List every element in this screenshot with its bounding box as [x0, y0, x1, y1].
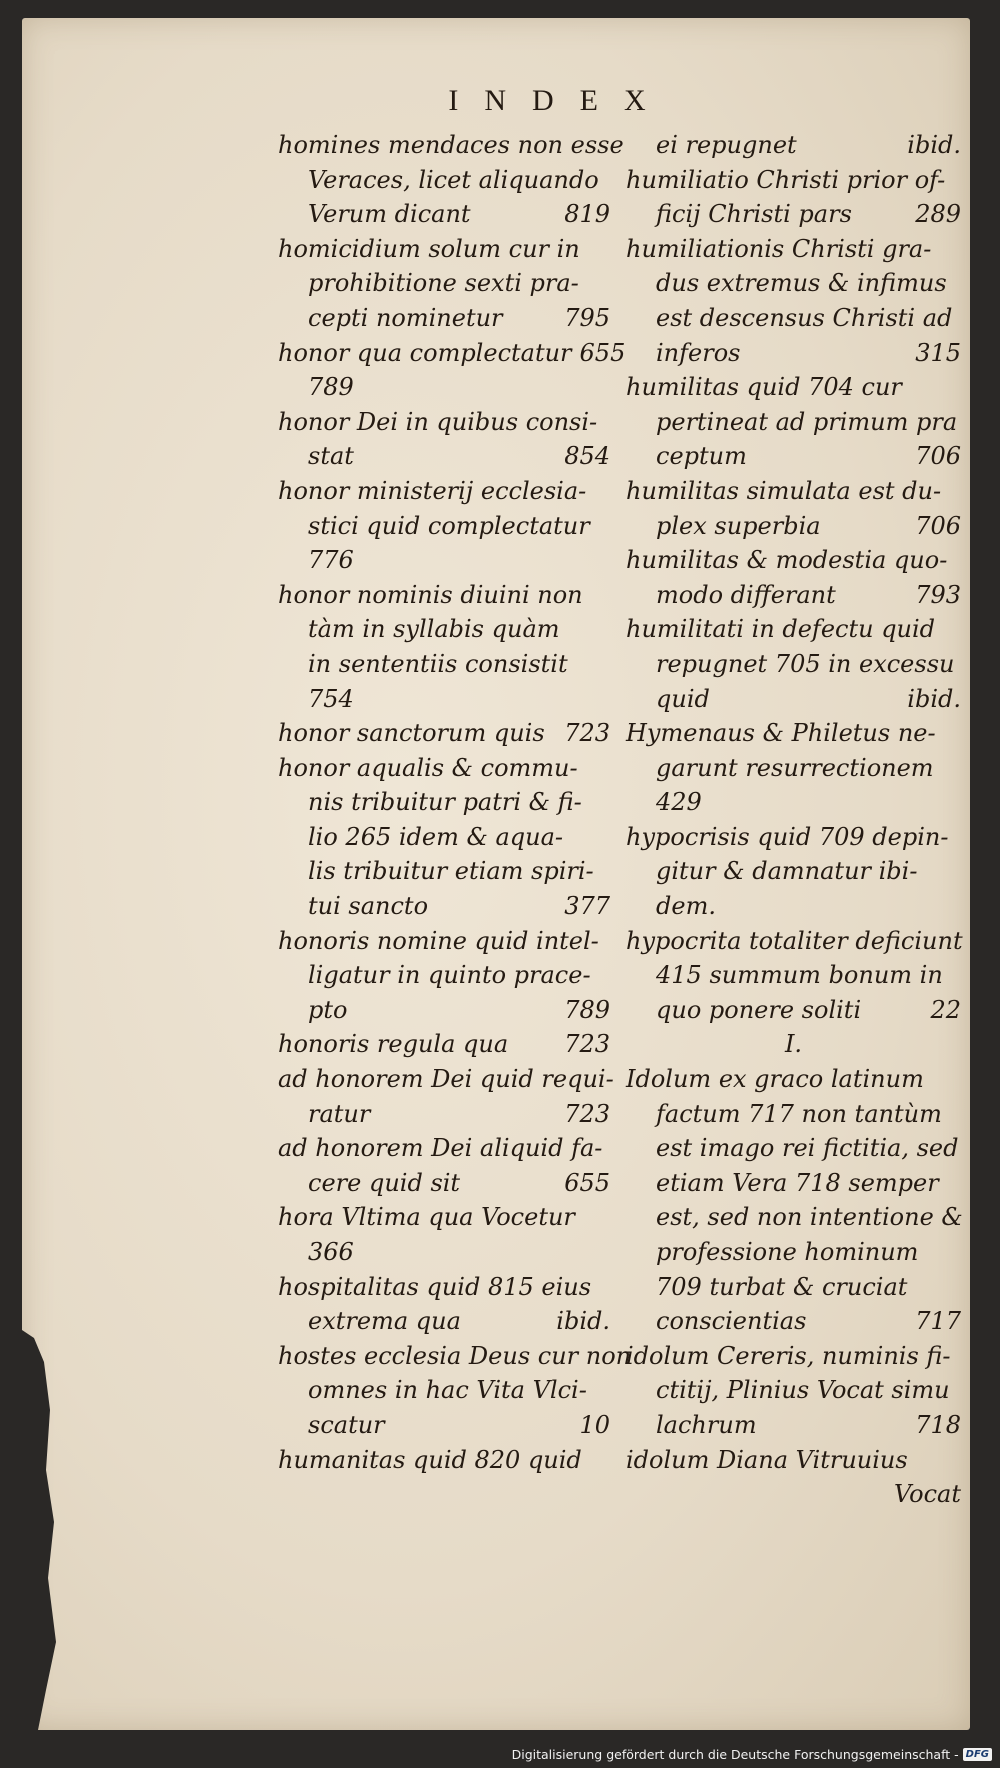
- index-entry-text: repugnet 705 in excessu: [656, 649, 955, 678]
- index-line: [626, 1027, 961, 1062]
- index-line: [278, 1443, 610, 1478]
- page-reference: 789: [564, 995, 610, 1024]
- index-line: [278, 889, 610, 924]
- index-line: [626, 509, 961, 544]
- index-line: [626, 924, 961, 959]
- index-entry-text: omnes in hac Vita Vlci-: [308, 1376, 587, 1405]
- index-entry-text: nis tribuitur patri & fi-: [308, 788, 582, 817]
- index-entry-text: tàm in syllabis quàm: [308, 615, 560, 644]
- index-entry-text: hypocrita totaliter deficiunt: [626, 926, 963, 955]
- index-line: [626, 232, 961, 267]
- index-line: [278, 1166, 610, 1201]
- index-entry-text: pertineat ad primum pra: [656, 407, 958, 436]
- index-entry-text: hospitalitas quid 815 eius: [278, 1272, 592, 1301]
- index-line: [278, 197, 610, 232]
- index-entry-text: ctitij, Plinius Vocat simu: [656, 1376, 950, 1405]
- index-line: [626, 1408, 961, 1443]
- index-line: [278, 1200, 610, 1235]
- index-entry-text: gitur & damnatur ibi-: [656, 857, 918, 886]
- index-line: [626, 854, 961, 889]
- index-entry-text: tui sancto: [308, 892, 429, 921]
- page-reference: 706: [915, 511, 961, 540]
- index-entry-text: homicidium solum cur in: [278, 234, 580, 263]
- index-entry-text: conscientias: [656, 1307, 807, 1336]
- index-entry-text: ficij Christi pars: [656, 200, 852, 229]
- index-line: [278, 682, 610, 717]
- index-line: [278, 1097, 610, 1132]
- index-line: [278, 993, 610, 1028]
- index-entry-text: ligatur in quinto prace-: [308, 961, 591, 990]
- index-line: [626, 266, 961, 301]
- index-line: [278, 612, 610, 647]
- index-line: [626, 405, 961, 440]
- index-entry-text: cere quid sit: [308, 1168, 461, 1197]
- index-line: [626, 578, 961, 613]
- index-entry-text: ad honorem Dei aliquid fa-: [278, 1134, 603, 1163]
- index-entry-text: homines mendaces non esse: [278, 131, 624, 159]
- page-reference: 22: [930, 995, 961, 1024]
- index-entry-text: professione hominum: [656, 1238, 919, 1266]
- index-line: [626, 1373, 961, 1408]
- index-entry-text: garunt resurrectionem: [656, 753, 934, 782]
- index-line: [626, 1443, 961, 1478]
- index-entry-text: humilitati in defectu quid: [626, 615, 936, 644]
- index-entry-text: pto: [308, 995, 348, 1024]
- page-reference: 723: [564, 719, 610, 748]
- index-entry-text: 789: [308, 373, 354, 402]
- index-line: [626, 1062, 961, 1097]
- index-line: [626, 1097, 961, 1132]
- index-entry-text: 415 summum bonum in: [656, 961, 943, 990]
- index-entry-text: ad honorem Dei quid requi-: [278, 1065, 614, 1094]
- index-line: [278, 716, 610, 751]
- index-line: [626, 163, 961, 198]
- index-entry-text: ei repugnet: [656, 131, 797, 159]
- index-entry-text: cepti nominetur: [308, 303, 503, 332]
- index-line: [278, 1062, 614, 1097]
- index-entry-text: ratur: [308, 1099, 371, 1128]
- index-entry-text: Verum dicant: [308, 200, 471, 229]
- index-entry-text: humilitas simulata est du-: [626, 476, 942, 505]
- page-reference: 819: [564, 200, 610, 229]
- page-reference: 718: [915, 1410, 961, 1439]
- page-reference: 315: [915, 338, 961, 367]
- index-entry-text: inferos: [656, 338, 741, 367]
- index-line: [626, 439, 961, 474]
- index-line: [278, 854, 610, 889]
- index-line: [278, 785, 610, 820]
- index-line: [278, 301, 610, 336]
- index-line: [278, 1304, 610, 1339]
- index-entry-text: prohibitione sexti pra-: [308, 269, 579, 298]
- index-entry-text: 776: [308, 546, 354, 575]
- page-reference: 706: [915, 442, 961, 471]
- page-reference: ibid.: [907, 684, 961, 713]
- index-line: [278, 1408, 610, 1443]
- index-entry-text: est, sed non intentione &: [656, 1203, 963, 1232]
- index-entry-text: Hymenaus & Philetus ne-: [626, 719, 936, 748]
- index-entry-text: quid: [656, 684, 710, 713]
- index-entry-text: factum 717 non tantùm: [656, 1099, 942, 1128]
- index-line: [626, 1304, 961, 1339]
- footer-credit: [512, 1747, 992, 1762]
- index-entry-text: in sententiis consistit: [308, 649, 568, 678]
- index-line: [626, 958, 961, 993]
- index-line: [278, 370, 610, 405]
- index-entry-text: Vocat: [894, 1480, 961, 1509]
- index-entry-text: est imago rei fictitia, sed: [656, 1134, 959, 1163]
- index-line: [626, 751, 961, 786]
- index-entry-text: humilitas & modestia quo-: [626, 546, 948, 575]
- index-line: [278, 1131, 610, 1166]
- index-line: [626, 820, 961, 855]
- index-line: [278, 751, 610, 786]
- index-line: [278, 1027, 610, 1062]
- index-entry-text: humilitas quid 704 cur: [626, 373, 902, 402]
- index-entry-text: 429: [656, 788, 702, 817]
- index-line: [278, 647, 610, 682]
- index-entry-text: lio 265 idem & aqua-: [308, 822, 564, 851]
- index-entry-text: dem.: [656, 892, 716, 921]
- index-line: [626, 301, 961, 336]
- page-reference: 717: [915, 1307, 961, 1336]
- index-entry-text: 709 turbat & cruciat: [656, 1272, 908, 1301]
- index-entry-text: I.: [784, 1030, 803, 1059]
- index-line: [278, 1339, 632, 1374]
- index-line: [278, 474, 610, 509]
- index-line: [626, 612, 961, 647]
- index-line: [278, 163, 610, 198]
- index-line: [626, 1131, 961, 1166]
- page-reference: 655: [579, 338, 626, 367]
- index-entry-text: est descensus Christi ad: [656, 303, 953, 332]
- index-entry-text: honor ministerij ecclesia-: [278, 476, 587, 505]
- page-reference: 10: [579, 1410, 610, 1439]
- page-reference: 655: [564, 1168, 610, 1197]
- index-entry-text: hostes ecclesia Deus cur non: [278, 1341, 632, 1370]
- index-line: [278, 820, 610, 855]
- index-line: [278, 232, 610, 267]
- index-line: [626, 474, 961, 509]
- index-entry-text: modo differant: [656, 580, 836, 609]
- index-entry-text: dus extremus & infimus: [656, 269, 947, 298]
- index-entry-text: extrema qua: [308, 1307, 461, 1336]
- page-reference: 795: [564, 303, 610, 332]
- index-entry-text: hora Vltima qua Vocetur: [278, 1203, 575, 1232]
- index-entry-text: stici quid complectatur: [308, 511, 590, 540]
- index-line: [278, 543, 610, 578]
- index-entry-text: 366: [308, 1238, 354, 1266]
- index-line: [278, 266, 610, 301]
- index-line: [626, 785, 961, 820]
- index-entry-text: humiliationis Christi gra-: [626, 234, 932, 263]
- index-entry-text: plex superbia: [656, 511, 821, 540]
- index-entry-text: idolum Cereris, numinis fi-: [626, 1341, 951, 1370]
- index-line: [626, 336, 961, 371]
- index-column-right: [626, 128, 961, 1512]
- index-line: [278, 439, 610, 474]
- index-entry-text: humiliatio Christi prior of-: [626, 165, 946, 194]
- index-line: [626, 993, 961, 1028]
- index-column-left: [278, 128, 632, 1477]
- index-entry-text: 754: [308, 684, 354, 713]
- page-reference: 854: [564, 442, 610, 471]
- index-entry-text: hypocrisis quid 709 depin-: [626, 822, 949, 851]
- index-entry-text: quo ponere soliti: [656, 995, 862, 1024]
- index-line: [278, 1270, 610, 1305]
- index-entry-text: Idolum ex graco latinum: [626, 1065, 924, 1094]
- index-line: [626, 128, 961, 163]
- index-entry-text: scatur: [308, 1410, 385, 1439]
- index-line: [626, 889, 961, 924]
- index-line: [626, 716, 961, 751]
- index-line: [626, 1200, 961, 1235]
- index-entry-text: honor Dei in quibus consi-: [278, 407, 598, 436]
- index-entry-text: Veraces, licet aliquando: [308, 165, 599, 194]
- index-entry-text: honoris regula qua: [278, 1030, 509, 1059]
- index-line: [626, 543, 961, 578]
- index-entry-text: honor aqualis & commu-: [278, 753, 578, 782]
- index-line: [626, 647, 961, 682]
- index-entry-text: lachrum: [656, 1410, 757, 1439]
- index-entry-text: stat: [308, 442, 354, 471]
- page-reference: ibid.: [907, 131, 961, 159]
- footer-text: Digitalisierung gefördert durch die Deutsche Forschungsgemeinschaft -: [511, 1747, 959, 1762]
- index-entry-text: honor nominis diuini non: [278, 580, 583, 609]
- index-line: [278, 128, 624, 163]
- index-entry-text: etiam Vera 718 semper: [656, 1168, 939, 1197]
- page-reference: 723: [564, 1099, 610, 1128]
- index-line: [626, 1339, 961, 1374]
- index-line: [278, 509, 610, 544]
- index-line: [626, 682, 961, 717]
- index-entry-text: humanitas quid 820 quid: [278, 1445, 582, 1474]
- index-line: [626, 1270, 961, 1305]
- index-line: [626, 197, 961, 232]
- index-line: [278, 1373, 610, 1408]
- page-reference: 377: [564, 892, 610, 921]
- page-header: INDEX: [448, 84, 672, 117]
- index-entry-text: idolum Diana Vitruuius: [626, 1445, 908, 1474]
- index-line: [278, 405, 610, 440]
- page-reference: 289: [915, 200, 961, 229]
- index-line: [626, 1166, 961, 1201]
- index-entry-text: honor sanctorum quis: [278, 719, 545, 748]
- page-reference: 793: [915, 580, 961, 609]
- index-entry-text: honor qua complectatur: [278, 338, 572, 367]
- index-line: [278, 958, 610, 993]
- index-entry-text: ceptum: [656, 442, 747, 471]
- index-line: [278, 1235, 610, 1270]
- index-line: [278, 578, 610, 613]
- index-line: [278, 336, 626, 371]
- dfg-logo: DFG: [963, 1748, 992, 1761]
- index-entry-text: lis tribuitur etiam spiri-: [308, 857, 594, 886]
- index-entry-text: honoris nomine quid intel-: [278, 926, 599, 955]
- index-line: [626, 1477, 961, 1512]
- index-line: [278, 924, 610, 959]
- page-reference: ibid.: [556, 1307, 610, 1336]
- page-reference: 723: [564, 1030, 610, 1059]
- index-line: [626, 1235, 961, 1270]
- index-line: [626, 370, 961, 405]
